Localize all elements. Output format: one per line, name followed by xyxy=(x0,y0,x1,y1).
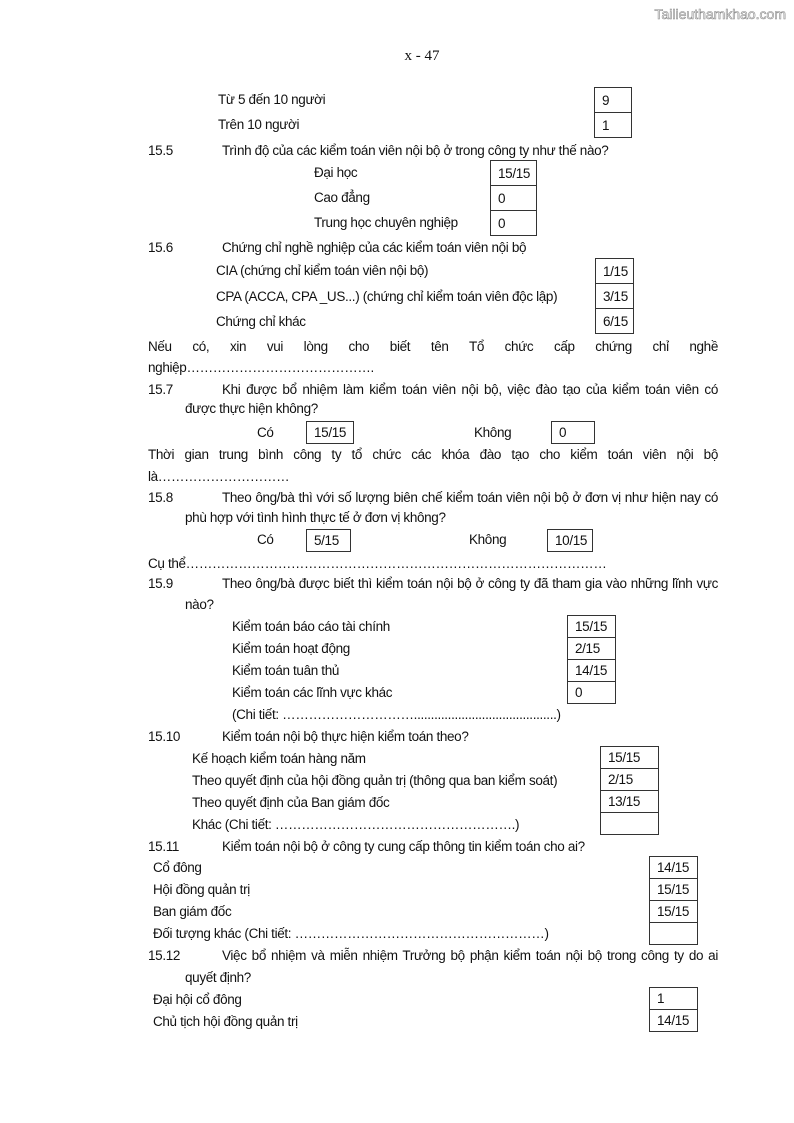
answer-box: 15/15 xyxy=(649,878,698,901)
option-label: Trung học chuyên nghiệp xyxy=(314,215,458,230)
no-label: Không xyxy=(469,532,507,547)
page-number: x - 47 xyxy=(404,48,440,64)
option-label: CPA (ACCA, CPA _US...) (chứng chỉ kiểm toán viên độc lập) xyxy=(216,289,558,304)
option-label: Ban giám đốc xyxy=(153,904,232,919)
question-text: Việc bổ nhiệm và miễn nhiệm Trưởng bộ phận kiểm toán nội bộ trong công ty do ai xyxy=(222,948,718,963)
option-label: CIA (chứng chỉ kiểm toán viên nội bộ) xyxy=(216,263,429,278)
option-label: Theo quyết định của Ban giám đốc xyxy=(192,795,390,810)
answer-box: 0 xyxy=(490,210,537,236)
followup-text: Nếu có, xin vui lòng cho biết tên Tổ chức cấp chứng chỉ nghề xyxy=(148,339,718,354)
answer-box: 1 xyxy=(594,112,632,138)
option-label: Trên 10 người xyxy=(218,117,300,132)
question-text: Trình độ của các kiểm toán viên nội bộ ở trong công ty như thế nào? xyxy=(222,143,609,158)
option-label: Kiểm toán các lĩnh vực khác xyxy=(232,685,393,700)
option-label: Theo quyết định của hội đồng quản trị (thông qua ban kiểm soát) xyxy=(192,773,558,788)
option-label: Chủ tịch hội đồng quản trị xyxy=(153,1014,298,1029)
question-text: Khi được bổ nhiệm làm kiểm toán viên nội bộ, việc đào tạo của kiểm toán viên có xyxy=(222,382,718,397)
yes-label: Có xyxy=(257,532,274,547)
answer-box: 14/15 xyxy=(567,659,616,682)
question-text: nào? xyxy=(185,597,214,612)
question-number: 15.5 xyxy=(148,143,173,158)
question-number: 15.8 xyxy=(148,490,173,505)
option-label: Cao đẳng xyxy=(314,190,370,205)
answer-box: 2/15 xyxy=(567,637,616,660)
option-label: Đại hội cổ đông xyxy=(153,992,242,1007)
answer-box: 0 xyxy=(490,185,537,211)
answer-box: 14/15 xyxy=(649,1009,698,1032)
followup-text: Thời gian trung bình công ty tổ chức các khóa đào tạo cho kiểm toán viên nội bộ xyxy=(148,447,718,462)
option-label: Chứng chỉ khác xyxy=(216,314,306,329)
answer-box xyxy=(649,922,698,945)
question-text: được thực hiện không? xyxy=(185,401,318,416)
question-number: 15.6 xyxy=(148,240,173,255)
answer-box: 1 xyxy=(649,987,698,1010)
no-answer-box: 0 xyxy=(551,421,595,444)
question-number: 15.10 xyxy=(148,729,181,744)
followup-text: Cụ thể…………………………………………………………………………………… xyxy=(148,556,607,571)
answer-box xyxy=(600,812,659,835)
question-number: 15.11 xyxy=(148,839,180,854)
answer-box: 15/15 xyxy=(600,746,659,769)
option-label: Hội đồng quản trị xyxy=(153,882,250,897)
followup-text: nghiệp……………………………………. xyxy=(148,360,374,375)
option-label: Từ 5 đến 10 người xyxy=(218,92,326,107)
question-text: quyết định? xyxy=(185,970,251,985)
option-label: Kế hoạch kiểm toán hàng năm xyxy=(192,751,366,766)
answer-box: 14/15 xyxy=(649,856,698,879)
followup-text: là………………………… xyxy=(148,469,290,484)
option-label: Kiểm toán tuân thủ xyxy=(232,663,340,678)
question-number: 15.7 xyxy=(148,382,173,397)
no-answer-box: 10/15 xyxy=(547,529,593,552)
answer-box: 1/15 xyxy=(595,258,634,284)
question-text: phù hợp với tình hình thực tế ở đơn vị không? xyxy=(185,510,446,525)
option-label: Kiểm toán báo cáo tài chính xyxy=(232,619,390,634)
question-text: Kiểm toán nội bộ thực hiện kiểm toán theo? xyxy=(222,729,469,744)
question-number: 15.12 xyxy=(148,948,181,963)
answer-box: 13/15 xyxy=(600,790,659,813)
question-number: 15.9 xyxy=(148,576,173,591)
answer-box: 0 xyxy=(567,681,616,704)
answer-box: 15/15 xyxy=(490,160,537,186)
question-text: Theo ông/bà thì với số lượng biên chế kiểm toán viên nội bộ ở đơn vị như hiện nay có xyxy=(222,490,718,505)
option-label: Cổ đông xyxy=(153,860,202,875)
question-text: Theo ông/bà được biết thì kiểm toán nội bộ ở công ty đã tham gia vào những lĩnh vực xyxy=(222,576,718,591)
option-label: Đối tượng khác (Chi tiết: …………………………………………………) xyxy=(153,926,549,941)
yes-answer-box: 5/15 xyxy=(306,529,351,552)
detail-text: (Chi tiết: …………………………..........................................) xyxy=(232,707,561,722)
question-text: Kiểm toán nội bộ ở công ty cung cấp thông tin kiểm toán cho ai? xyxy=(222,839,585,854)
answer-box: 3/15 xyxy=(595,283,634,309)
option-label: Kiểm toán hoạt động xyxy=(232,641,350,656)
no-label: Không xyxy=(474,425,512,440)
answer-box: 6/15 xyxy=(595,308,634,334)
watermark: Tailieuthamkhao.com xyxy=(654,6,786,22)
question-text: Chứng chỉ nghề nghiệp của các kiểm toán viên nội bộ xyxy=(222,240,527,255)
answer-box: 15/15 xyxy=(649,900,698,923)
option-label: Khác (Chi tiết: ……………………………………………….) xyxy=(192,817,520,832)
answer-box: 15/15 xyxy=(567,615,616,638)
answer-box: 2/15 xyxy=(600,768,659,791)
answer-box: 9 xyxy=(594,87,632,113)
option-label: Đại học xyxy=(314,165,358,180)
yes-answer-box: 15/15 xyxy=(306,421,354,444)
yes-label: Có xyxy=(257,425,274,440)
